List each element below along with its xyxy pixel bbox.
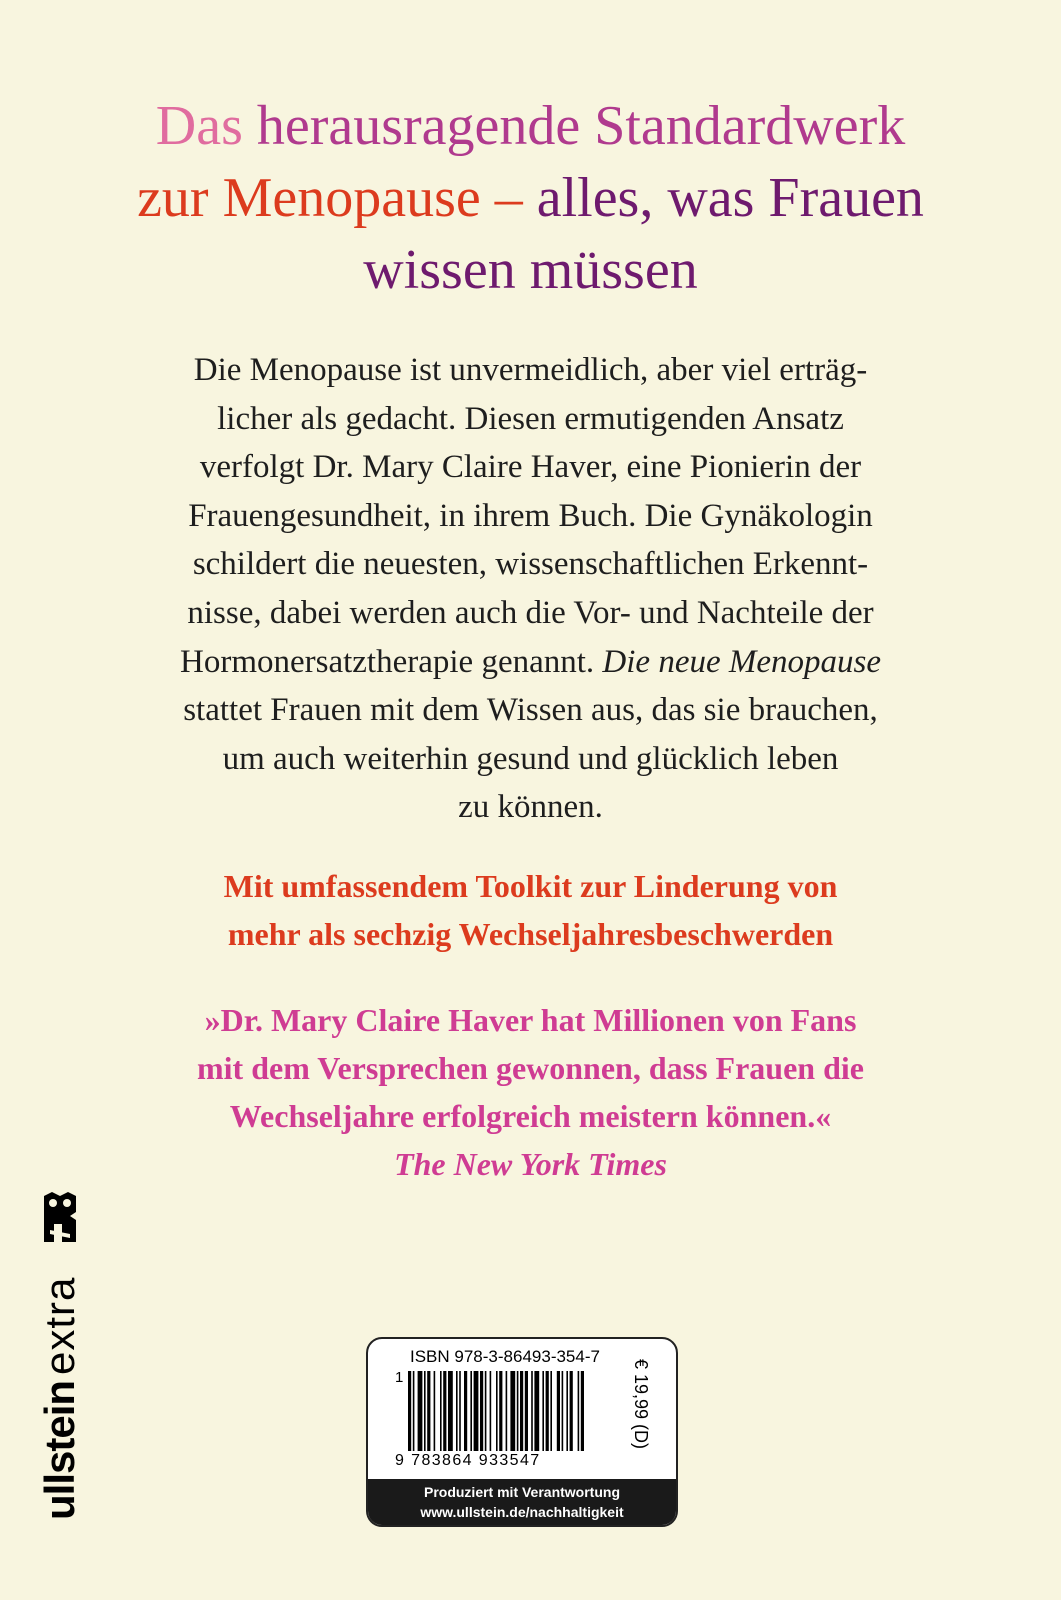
barcode-digits: 9 783864 933547 [395,1452,541,1469]
barcode-bar [499,1371,502,1451]
sustainability-note [368,1479,676,1525]
barcode-bar [506,1371,508,1451]
barcode-bar [546,1371,549,1451]
blurb-line: zu können. [458,789,603,826]
barcode-bar [456,1371,458,1451]
sustainability-line: Produziert mit Verantwortung [423,1484,620,1500]
barcode-bar [578,1371,580,1451]
barcode-bar [408,1371,411,1451]
blurb-line [90,638,971,687]
quote-line: mit dem Versprechen gewonnen, dass Frauen die [197,1050,864,1086]
headline [0,90,1061,306]
blurb-line: nisse, dabei werden auch die Vor- und Nachteile der [187,594,874,631]
publisher-logo [36,1190,84,1520]
barcode-bar [464,1371,467,1451]
barcode-bar [427,1371,430,1451]
barcode-bar [480,1371,483,1451]
publisher-wordmark [36,1277,84,1520]
barcode-bar [434,1371,436,1451]
book-title: Die neue Menopause [602,643,881,680]
barcode-bar [490,1371,492,1451]
blurb-line: um auch weiterhin gesund und glücklich leben [222,740,839,777]
barcode-bar [413,1371,415,1451]
barcode-bar [443,1371,446,1451]
barcode-bar [440,1371,442,1451]
blurb-line: schildert die neuesten, wissenschaftlichen Erkennt- [192,546,869,583]
barcode-bar [557,1371,560,1451]
barcode-bar [562,1371,564,1451]
barcode-bars [408,1371,623,1451]
blurb-text: Hormonersatztherapie genannt. [180,643,595,680]
toolkit-line: Mit umfassendem Toolkit zur Linderung von [223,868,838,904]
toolkit-callout [0,862,1061,958]
barcode-bar [474,1371,479,1451]
headline-word-das: Das [155,95,243,157]
barcode-bar [424,1371,426,1451]
barcode-panel [366,1337,678,1527]
headline-menopause: zur Menopause – [137,167,523,229]
blurb-line: licher als gedacht. Diesen ermutigenden Ansatz [217,400,844,437]
barcode-bar [470,1371,472,1451]
headline-alles: alles, was Frauen [536,167,924,229]
toolkit-line: mehr als sechzig Wechseljahresbeschwerden [227,916,834,952]
blurb-line: Die Menopause ist unvermeidlich, aber viel erträg- [193,352,868,388]
barcode-bar [496,1371,498,1451]
blurb-line: verfolgt Dr. Mary Claire Haver, eine Pionierin der [199,449,862,486]
quote-line: »Dr. Mary Claire Haver hat Millionen von Fans [204,1002,857,1038]
barcode-bar [448,1371,453,1451]
headline-line-1 [0,90,1061,162]
isbn-number: ISBN 978-3-86493-354-7 [410,1347,600,1366]
barcode-bar [531,1371,533,1451]
price-label: € 19,99 (D) [631,1359,651,1450]
blurb-line: stattet Frauen mit dem Wissen aus, das sie brauchen, [183,692,878,729]
barcode-bar [570,1371,573,1451]
quote-source: The New York Times [394,1146,667,1182]
publisher-brand: ullstein [36,1380,83,1520]
barcode-bar [534,1371,539,1451]
headline-line-2 [0,162,1061,234]
review-quote [0,996,1061,1188]
barcode-first-digit: 1 [395,1369,404,1386]
sustainability-url: www.ullstein.de/nachhaltigkeit [420,1504,624,1520]
headline-line-3 [0,234,1061,306]
barcode-bar [485,1371,487,1451]
owl-icon [40,1190,80,1244]
barcode-bar [525,1371,528,1451]
blurb [90,346,971,832]
blurb-line: Frauengesundheit, in ihrem Buch. Die Gynäkologin [188,497,873,534]
barcode-bar [581,1371,584,1451]
barcode-bar [517,1371,519,1451]
barcode-bar [566,1371,568,1451]
barcode-bar [510,1371,515,1451]
headline-standardwerk: herausragende Standardwerk [256,95,906,157]
barcode-bar [542,1371,544,1451]
barcode-bar [459,1371,461,1451]
headline-wissen: wissen müssen [363,239,698,301]
barcode-bar [550,1371,552,1451]
publisher-imprint: extra [36,1276,83,1375]
barcode-bar [418,1371,423,1451]
quote-line: Wechseljahre erfolgreich meistern können.« [229,1098,832,1134]
barcode-bar [520,1371,523,1451]
